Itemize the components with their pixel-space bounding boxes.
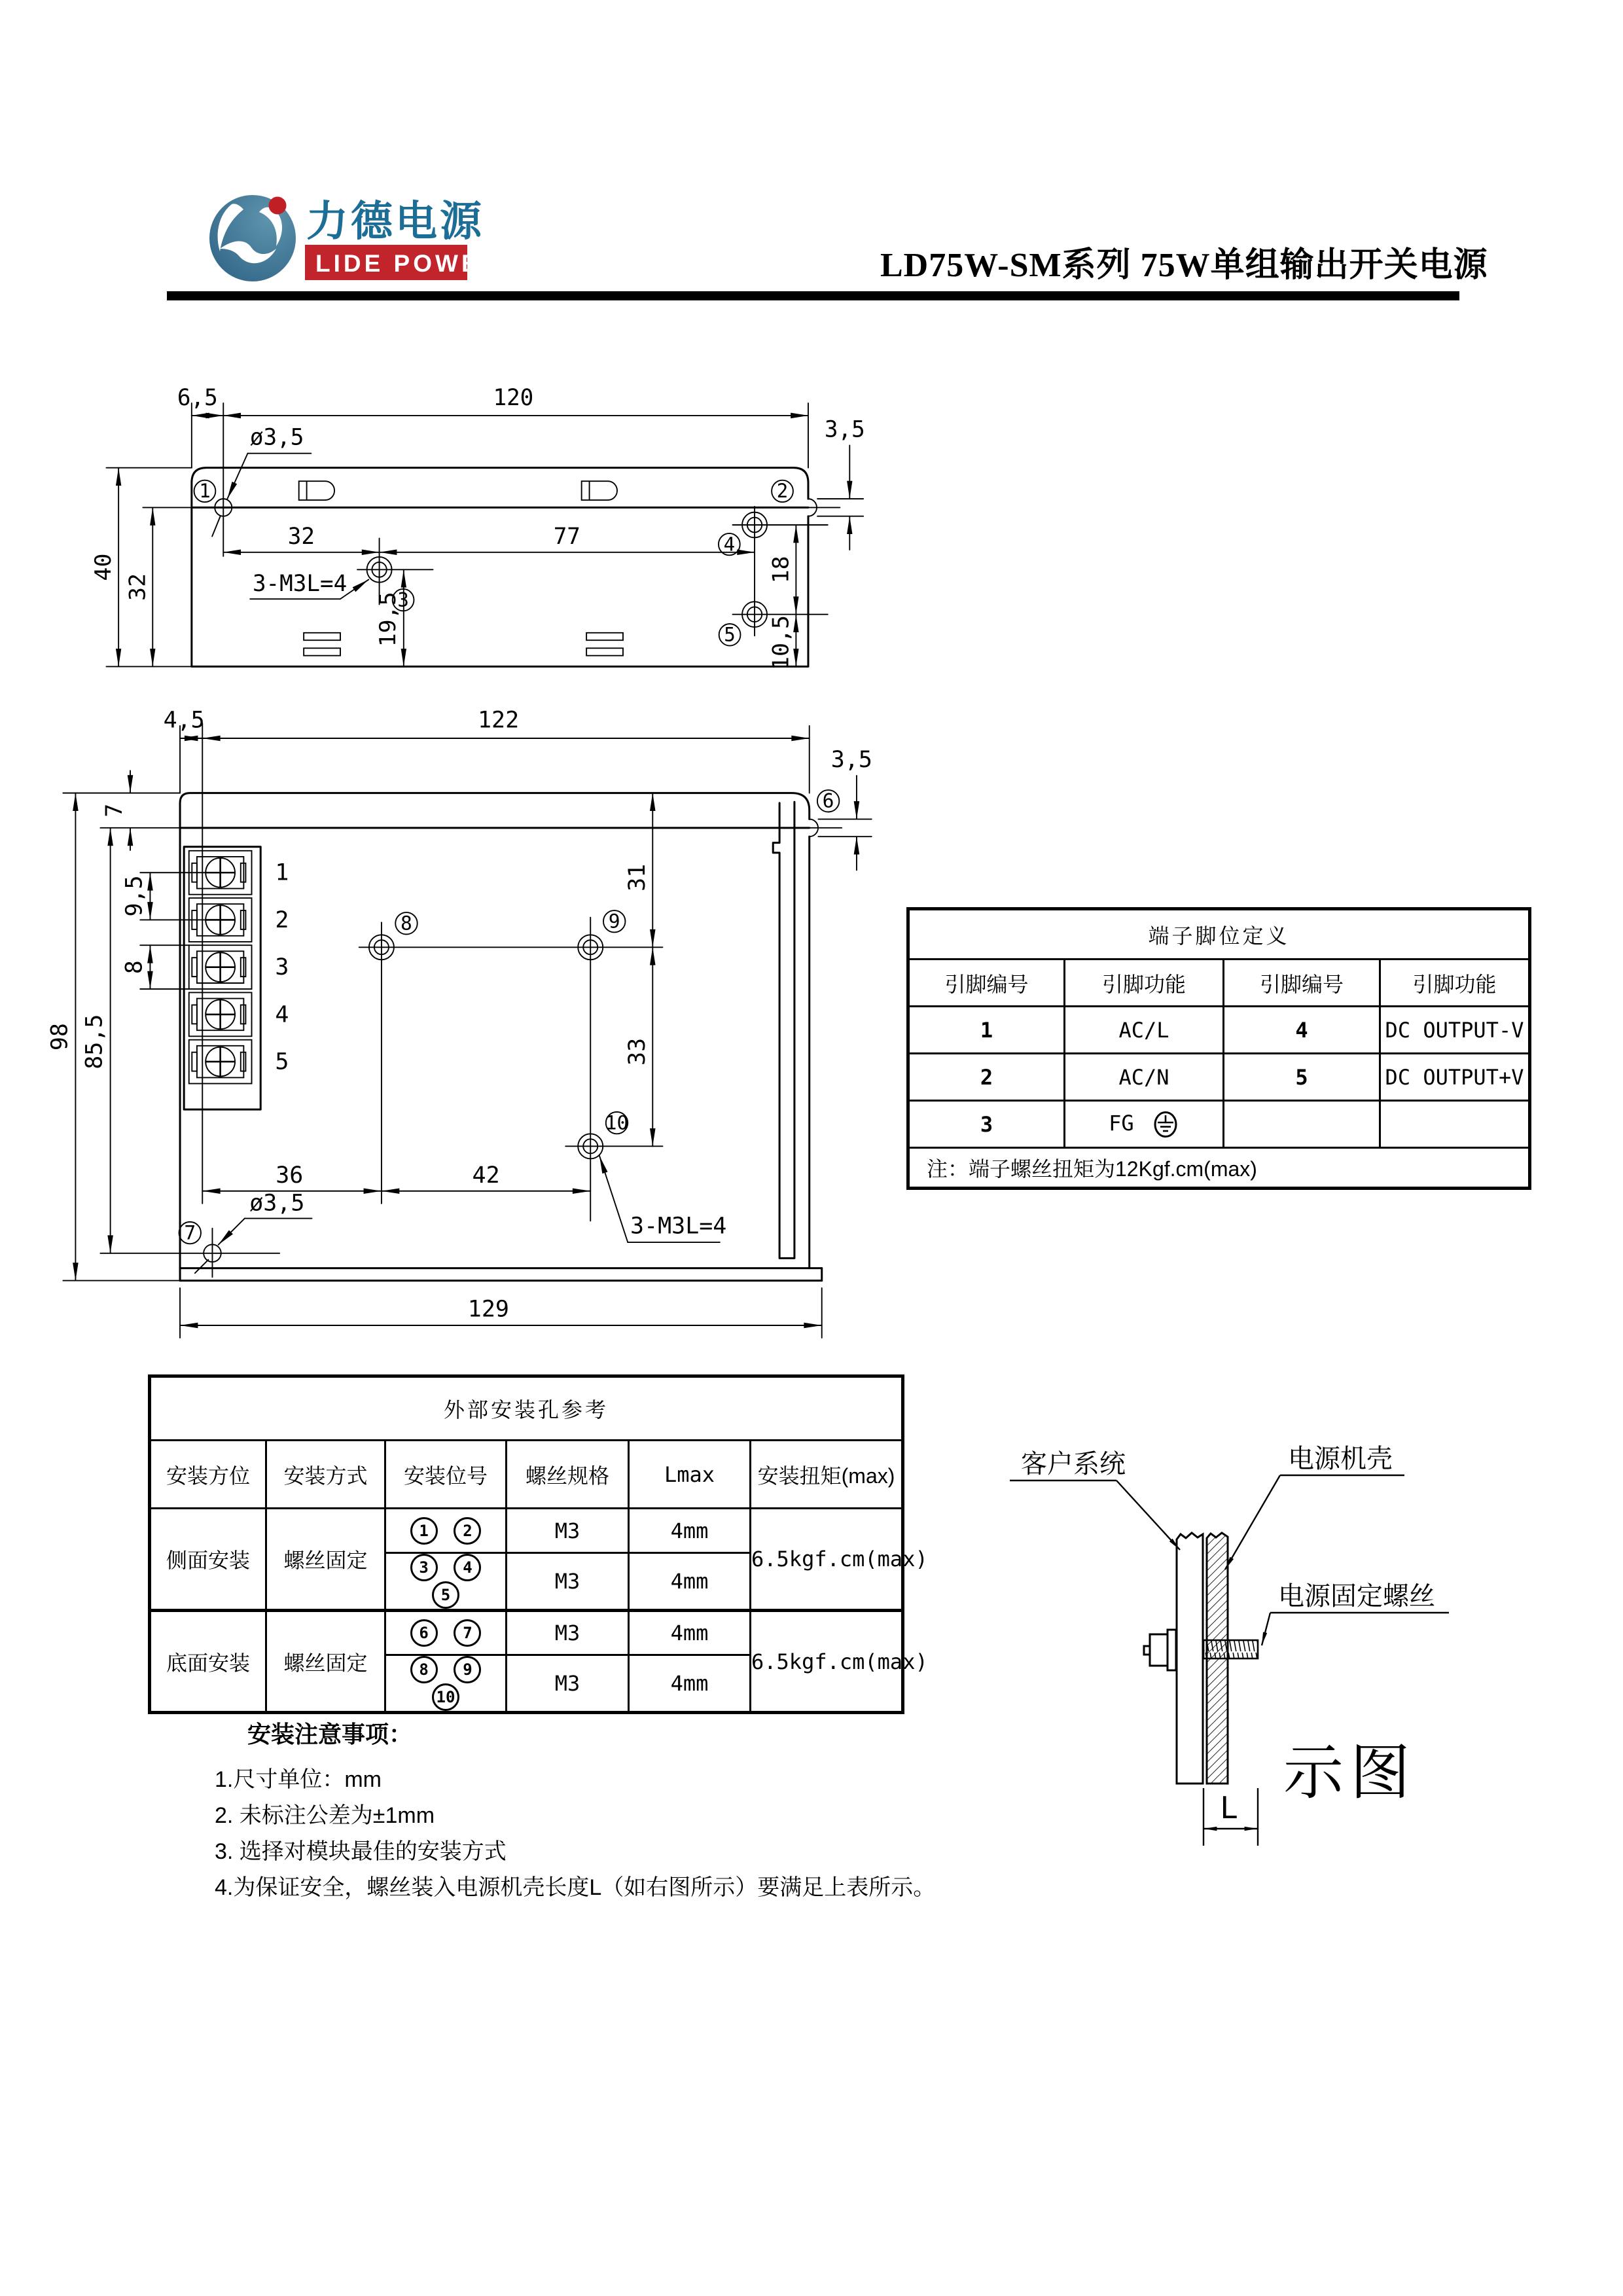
pin-row [908,1054,1530,1101]
mount-col-header: Lmax [629,1441,751,1509]
dim-120: 120 [493,384,534,412]
hole-balloons [194,480,793,646]
terminal-5 [189,1040,252,1084]
logo-en-text: LIDE POWER [315,250,502,277]
pin-row [908,1101,1530,1148]
balloon-3: 3 [397,588,409,611]
mount-lmax: 4mm [629,1611,751,1655]
pin-number: 2 [908,1054,1065,1101]
earth-ground-icon [1152,1111,1179,1138]
mount-table-title: 外部安装孔参考 [150,1376,903,1441]
hole-badge: 10 [432,1683,459,1711]
note-item: 4.为保证安全，螺丝装入电源机壳长度L（如右图所示）要满足上表所示。 [215,1875,936,1900]
mount-screw-spec: M3 [507,1553,629,1611]
pin-function: AC/N [1065,1054,1224,1101]
dim-8: 8 [121,960,148,975]
mount-lmax: 4mm [629,1553,751,1611]
dim-18: 18 [768,556,794,584]
drawing-side-view [84,353,923,696]
pin-col-header: 引脚编号 [1224,960,1380,1007]
mount-screw-spec: M3 [507,1509,629,1553]
mount-lmax: 4mm [629,1509,751,1553]
terminal-block [184,847,289,1109]
page-title: LD75W-SM系列 75W单组输出开关电源 [880,247,1488,284]
header-rule [167,291,1459,300]
terminal-num-5: 5 [275,1049,289,1075]
pin-number: 4 [1224,1007,1380,1054]
balloon-1: 1 [199,479,211,503]
hole-badge: 7 [454,1619,481,1647]
terminal-4 [189,992,252,1036]
hole-badge: 3 [410,1554,438,1581]
mount-holes [385,1655,507,1713]
mount-method: 螺丝固定 [266,1509,385,1611]
dim-4-5: 4,5 [163,707,205,734]
label-fixing-screw: 电源固定螺丝 [1278,1582,1435,1611]
terminal-num-3: 3 [275,954,289,981]
balloon-9: 9 [608,909,620,933]
pin-table-note: 注：端子螺丝扭矩为12Kgf.cm(max) [908,1148,1530,1189]
mount-holes [385,1611,507,1655]
dim-notch-3-5: 3,5 [830,747,872,774]
hole-badge: 4 [454,1554,481,1581]
hole-badge: 5 [432,1581,459,1609]
thread-note: 3-M3L=4 [630,1213,727,1240]
mount-position: 侧面安装 [150,1509,266,1611]
mount-row [150,1509,903,1553]
company-logo [207,191,502,289]
dim-hole-dia: ø3,5 [249,1190,305,1217]
label-engagement-length: L [1220,1790,1238,1825]
label-power-case: 电源机壳 [1288,1444,1393,1473]
dim-98: 98 [46,1023,73,1051]
logo-cn-text: 力德电源 [306,198,484,245]
pin-row [908,1007,1530,1054]
pin-number-empty [1224,1101,1380,1148]
balloon-7: 7 [184,1221,196,1244]
pin-function-empty [1380,1101,1530,1148]
dim-42: 42 [472,1162,500,1189]
dim-6-5: 6,5 [177,384,218,412]
terminal-num-2: 2 [275,906,289,933]
dim-19-5: 19,5 [375,592,402,647]
balloon-6: 6 [822,789,834,812]
screw-installation-diagram [980,1414,1497,1872]
dim-40: 40 [90,553,117,581]
balloon-4: 4 [723,533,736,556]
dim-hole-dia: ø3,5 [249,424,304,451]
hole-badge: 9 [454,1656,481,1683]
notes-list [215,1762,935,1906]
logo-red-dot-icon [269,197,287,215]
label-customer-system: 客户系统 [1021,1450,1126,1479]
mount-col-header: 安装位号 [385,1441,507,1509]
dim-32-v: 32 [124,573,151,601]
dim-notch-3-5: 3,5 [824,416,865,443]
pin-definition-table [906,907,1531,1190]
hole-badge: 2 [454,1517,481,1545]
mount-screw-spec: M3 [507,1611,629,1655]
dim-7: 7 [101,803,128,817]
pin-number: 5 [1224,1054,1380,1101]
pin-number: 1 [908,1007,1065,1054]
pin-col-header: 引脚功能 [1065,960,1224,1007]
pin-function-fg [1065,1101,1224,1148]
thread-note: 3-M3L=4 [252,570,348,598]
mount-col-header: 螺丝规格 [507,1441,629,1509]
mount-method: 螺丝固定 [266,1611,385,1713]
terminal-num-1: 1 [275,859,289,886]
logo-graphic [207,191,502,286]
fg-label: FG [1109,1110,1134,1136]
customer-plate [1177,1533,1203,1784]
dim-36: 36 [276,1162,304,1189]
dimensions [91,385,865,670]
mount-lmax: 4mm [629,1655,751,1713]
note-item: 3. 选择对模块最佳的安装方式 [215,1839,507,1864]
dim-33: 33 [624,1037,651,1066]
diagram-caption: 示图 [1283,1740,1418,1806]
dim-31: 31 [624,863,651,891]
pin-table-title: 端子脚位定义 [908,909,1530,960]
mount-holes [385,1509,507,1553]
mount-holes [385,1553,507,1611]
dim-10-5: 10,5 [768,615,794,671]
balloon-2: 2 [776,479,789,503]
mount-torque: 6.5kgf.cm(max) [751,1509,903,1611]
mount-col-header: 安装扭矩(max) [751,1441,903,1509]
dimensions [46,707,872,1338]
mounting-table [148,1374,928,1714]
dim-32-h: 32 [287,523,315,550]
mount-col-header: 安装方位 [150,1441,266,1509]
balloon-10: 10 [605,1111,629,1134]
case-outline [192,468,840,667]
dim-129: 129 [467,1296,509,1323]
pin-col-header: 引脚编号 [908,960,1065,1007]
pin-function: AC/L [1065,1007,1224,1054]
pin-function: DC OUTPUT+V [1380,1054,1530,1101]
note-item: 2. 未标注公差为±1mm [215,1803,435,1828]
pin-number: 3 [908,1101,1065,1148]
drawing-bottom-view [46,707,981,1350]
mount-col-header: 安装方式 [266,1441,385,1509]
mount-torque: 6.5kgf.cm(max) [751,1611,903,1713]
dim-9-5: 9,5 [121,875,148,917]
mount-position: 底面安装 [150,1611,266,1713]
terminal-3 [189,945,252,989]
dim-85-5: 85,5 [81,1014,108,1069]
dim-122: 122 [478,707,520,734]
notes-title: 安装注意事项： [247,1721,413,1748]
note-item: 1.尺寸单位：mm [215,1767,382,1792]
balloon-8: 8 [401,911,412,935]
terminal-num-4: 4 [275,1001,289,1028]
mount-screw-spec: M3 [507,1655,629,1713]
mount-row [150,1611,903,1655]
pin-function: DC OUTPUT-V [1380,1007,1530,1054]
logo-sphere-icon [209,195,296,281]
balloon-5: 5 [724,623,736,646]
mounting-holes [215,403,828,636]
dim-77: 77 [553,523,580,550]
pin-col-header: 引脚功能 [1380,960,1530,1007]
hole-badge: 6 [410,1619,438,1647]
hole-badge: 8 [410,1656,438,1683]
hole-badge: 1 [410,1517,438,1545]
